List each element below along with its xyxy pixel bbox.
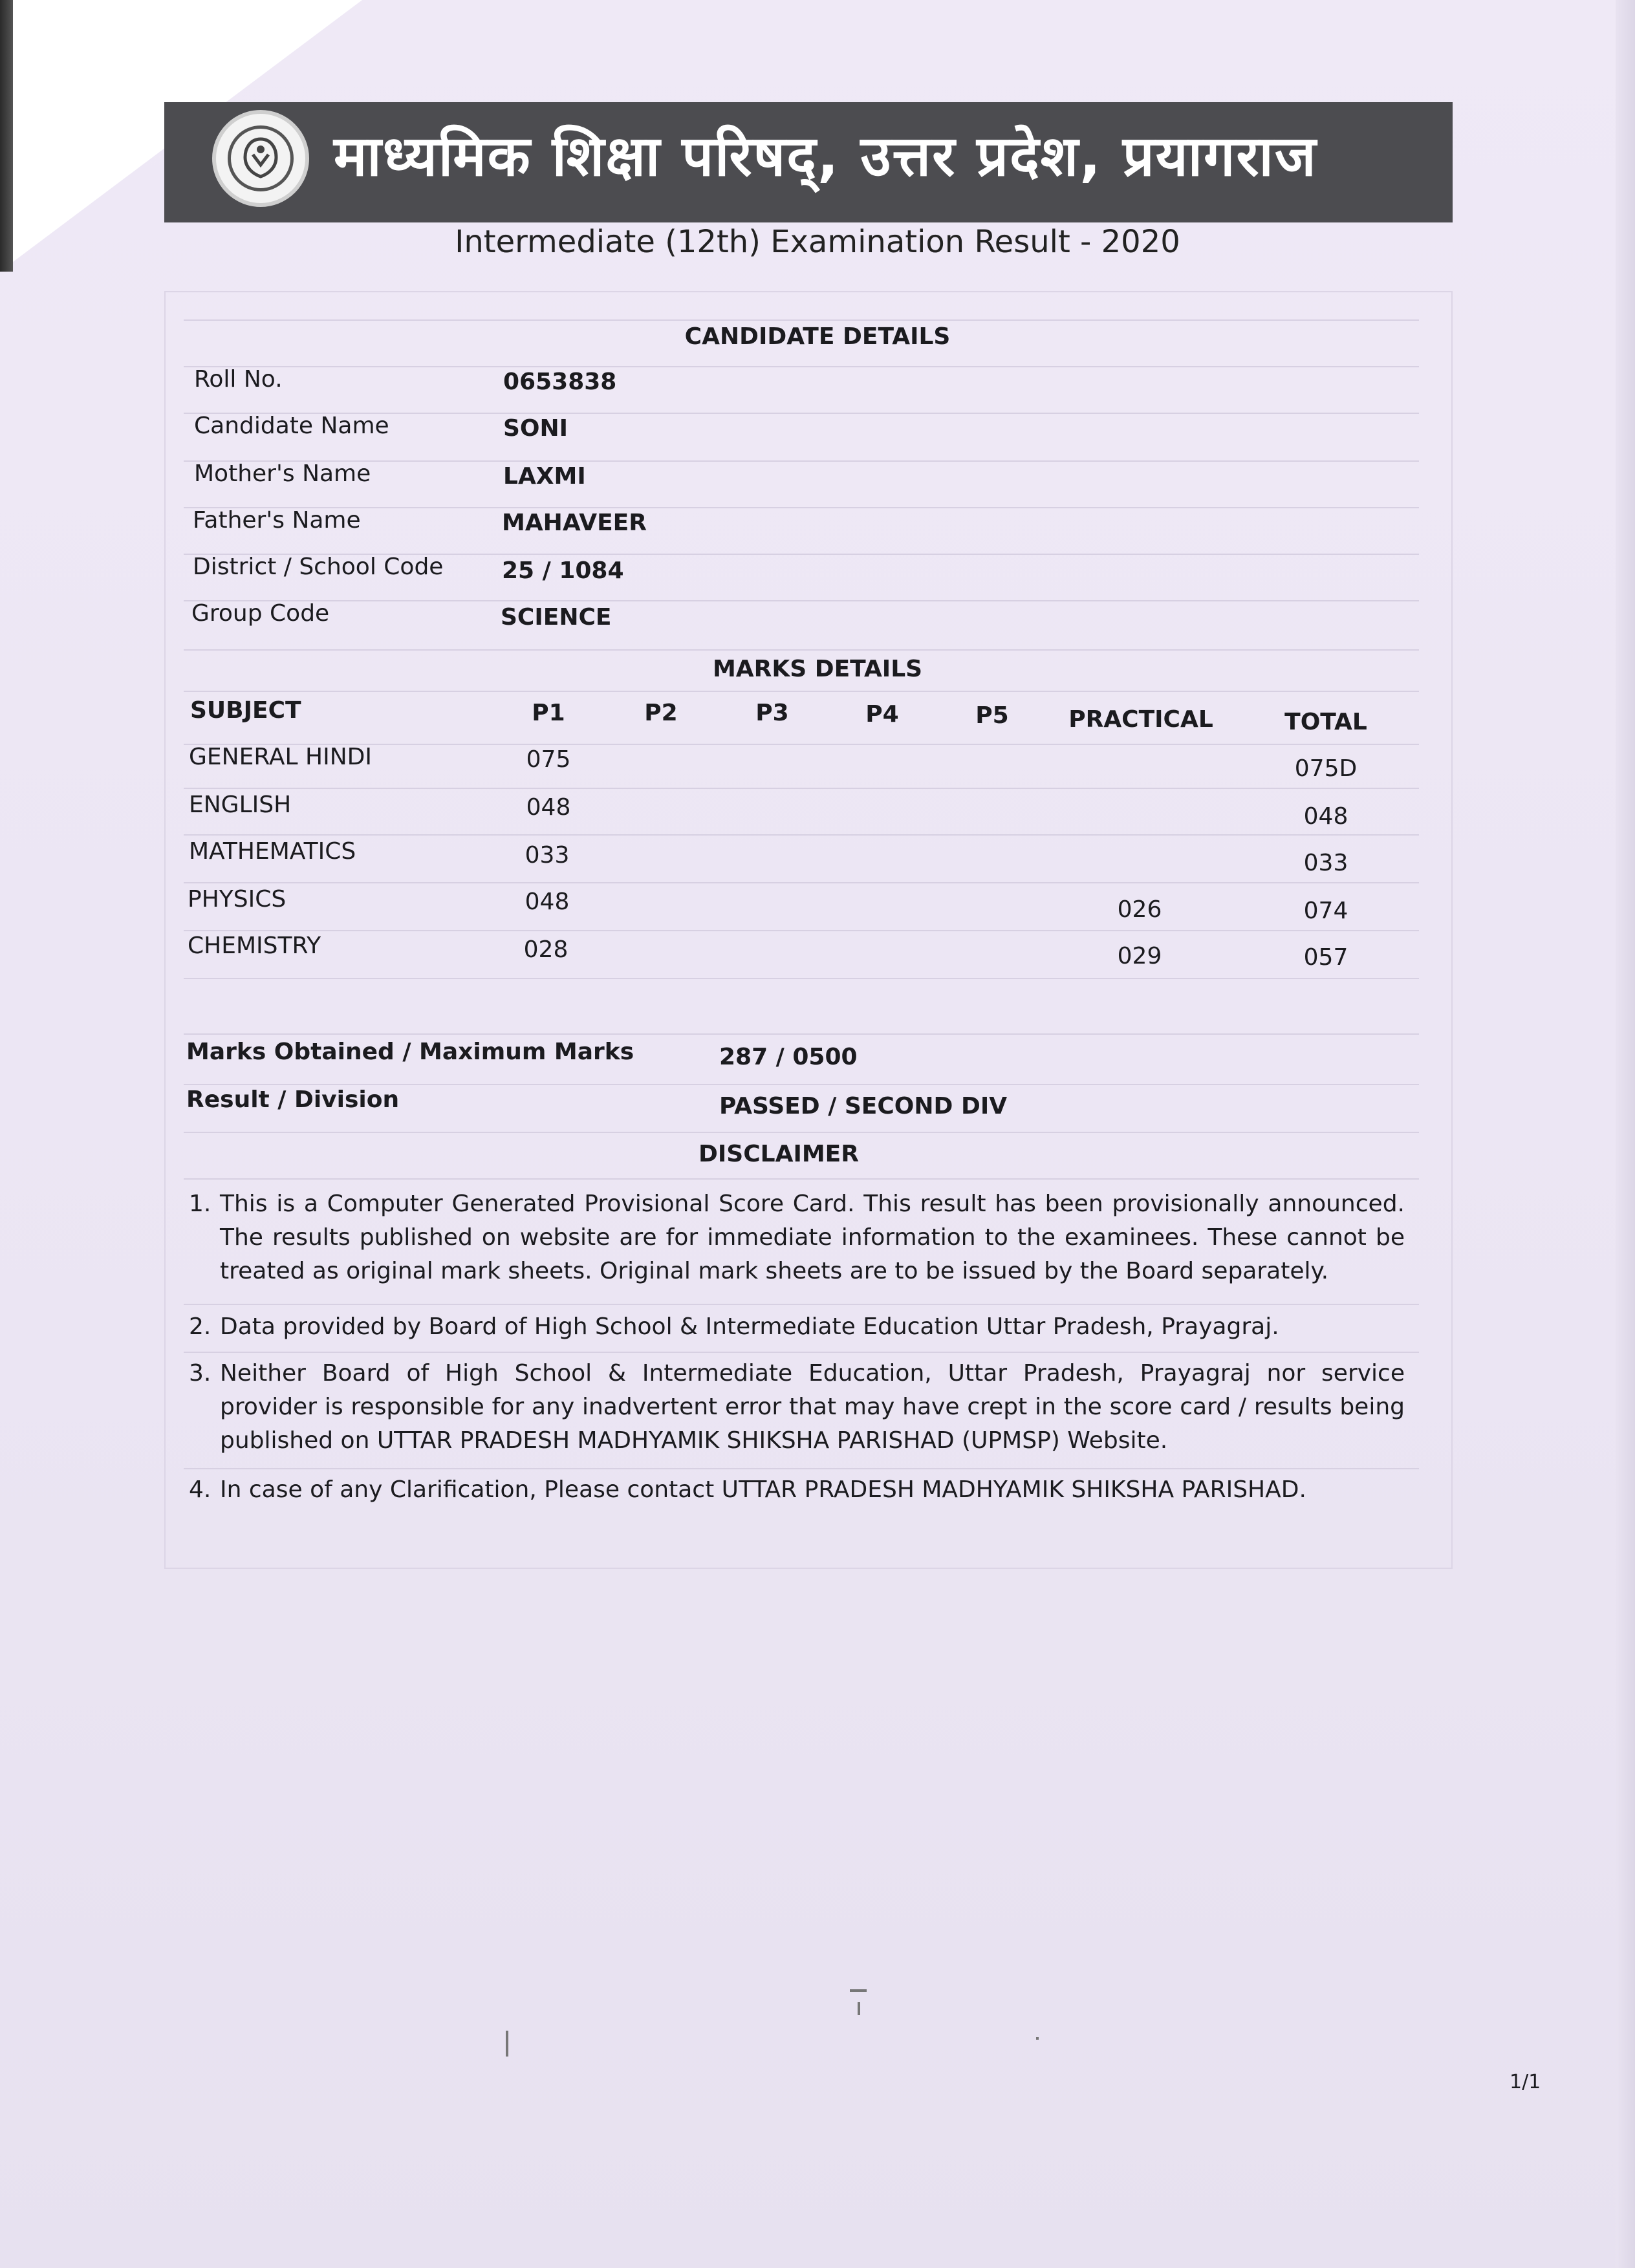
candidate-details-heading: CANDIDATE DETAILS xyxy=(684,323,951,350)
group-code-label: Group Code xyxy=(191,600,330,627)
subject-cell: ENGLISH xyxy=(189,792,292,818)
candidate-name-value: SONI xyxy=(503,415,568,442)
divider xyxy=(184,930,1419,931)
column-header-practical: PRACTICAL xyxy=(1068,706,1213,733)
roll-no-value: 0653838 xyxy=(503,369,617,395)
board-emblem-icon xyxy=(212,110,309,207)
list-item xyxy=(189,1357,1405,1458)
column-header-subject: SUBJECT xyxy=(190,697,301,724)
list-item-text: This is a Computer Generated Provisional Score Card. This result has been provisionally announced. The results published on website are for immediate information to the examinees. These cannot be treated as original mark sheets. Original mark sheets are to be issued by the Board separately. xyxy=(220,1191,1405,1284)
list-item-text: Data provided by Board of High School & Intermediate Education Uttar Pradesh, Prayagraj. xyxy=(220,1313,1279,1340)
p1-cell: 075 xyxy=(526,746,571,773)
page-title: Intermediate (12th) Examination Result - 2020 xyxy=(455,224,1180,260)
roll-no-label: Roll No. xyxy=(194,366,283,393)
column-header-p1: P1 xyxy=(532,700,565,726)
divider xyxy=(184,1178,1419,1180)
list-item xyxy=(189,1187,1405,1288)
column-header-total: TOTAL xyxy=(1284,709,1367,735)
divider xyxy=(184,649,1419,651)
subject-cell: GENERAL HINDI xyxy=(189,744,372,770)
header-banner xyxy=(164,102,1453,222)
result-division-value: PASSED / SECOND DIV xyxy=(719,1093,1008,1119)
district-school-code-label: District / School Code xyxy=(193,554,444,580)
column-header-p2: P2 xyxy=(644,700,678,726)
divider xyxy=(184,1033,1419,1035)
divider xyxy=(184,834,1419,836)
divider xyxy=(184,1304,1419,1305)
total-cell: 075D xyxy=(1294,755,1358,782)
divider xyxy=(184,507,1419,508)
marks-details-heading: MARKS DETAILS xyxy=(712,656,923,682)
p1-cell: 048 xyxy=(525,889,570,915)
divider xyxy=(184,788,1419,789)
candidate-name-label: Candidate Name xyxy=(194,413,389,439)
list-item-text: In case of any Clarification, Please contact UTTAR PRADESH MADHYAMIK SHIKSHA PARISHAD. xyxy=(220,1476,1306,1503)
column-header-p3: P3 xyxy=(755,700,789,726)
list-item-number: 3. xyxy=(189,1360,211,1387)
total-cell: 074 xyxy=(1303,898,1348,924)
board-name-hindi: माध्यमिक शिक्षा परिषद्, उत्तर प्रदेश, प्रयागराज xyxy=(334,124,1317,189)
total-cell: 048 xyxy=(1303,803,1348,830)
divider xyxy=(184,1132,1419,1133)
divider xyxy=(184,978,1419,979)
father-name-label: Father's Name xyxy=(193,507,361,534)
subject-cell: CHEMISTRY xyxy=(188,933,321,959)
scan-speck xyxy=(506,2031,508,2057)
total-cell: 057 xyxy=(1303,944,1348,971)
divider xyxy=(184,366,1419,367)
divider xyxy=(184,691,1419,692)
father-name-value: MAHAVEER xyxy=(502,510,647,536)
p1-cell: 048 xyxy=(526,794,571,821)
mother-name-value: LAXMI xyxy=(503,463,586,490)
district-school-code-value: 25 / 1084 xyxy=(502,557,624,584)
list-item-number: 4. xyxy=(189,1476,211,1503)
scan-speck xyxy=(858,2002,860,2015)
list-item-number: 2. xyxy=(189,1313,211,1340)
group-code-value: SCIENCE xyxy=(501,604,612,631)
p1-cell: 033 xyxy=(525,842,570,869)
scan-speck xyxy=(850,1989,867,1992)
divider xyxy=(184,600,1419,601)
divider xyxy=(184,1084,1419,1085)
scan-speck xyxy=(1036,2037,1039,2040)
column-header-p5: P5 xyxy=(975,702,1009,729)
result-division-label: Result / Division xyxy=(186,1086,400,1113)
mother-name-label: Mother's Name xyxy=(194,460,371,487)
list-item xyxy=(189,1310,1405,1344)
total-cell: 033 xyxy=(1303,850,1348,876)
marks-obtained-value: 287 / 0500 xyxy=(719,1044,858,1070)
practical-cell: 026 xyxy=(1117,896,1162,923)
subject-cell: PHYSICS xyxy=(188,886,287,913)
divider xyxy=(184,319,1419,321)
p1-cell: 028 xyxy=(523,936,568,963)
list-item-text: Neither Board of High School & Intermediate Education, Uttar Pradesh, Prayagraj nor service provider is responsible for any inadvertent error that may have crept in the score card / results being published on UTTAR PRADESH MADHYAMIK SHIKSHA PARISHAD (UPMSP) Website. xyxy=(220,1360,1405,1454)
divider xyxy=(184,882,1419,883)
practical-cell: 029 xyxy=(1117,943,1162,969)
subject-cell: MATHEMATICS xyxy=(189,838,356,865)
marks-obtained-label: Marks Obtained / Maximum Marks xyxy=(186,1039,634,1065)
page-number: 1/1 xyxy=(1510,2071,1541,2093)
list-item xyxy=(189,1473,1405,1507)
divider xyxy=(184,1468,1419,1469)
column-header-p4: P4 xyxy=(865,701,899,728)
divider xyxy=(184,1352,1419,1353)
list-item-number: 1. xyxy=(189,1191,211,1217)
disclaimer-heading: DISCLAIMER xyxy=(698,1141,859,1167)
